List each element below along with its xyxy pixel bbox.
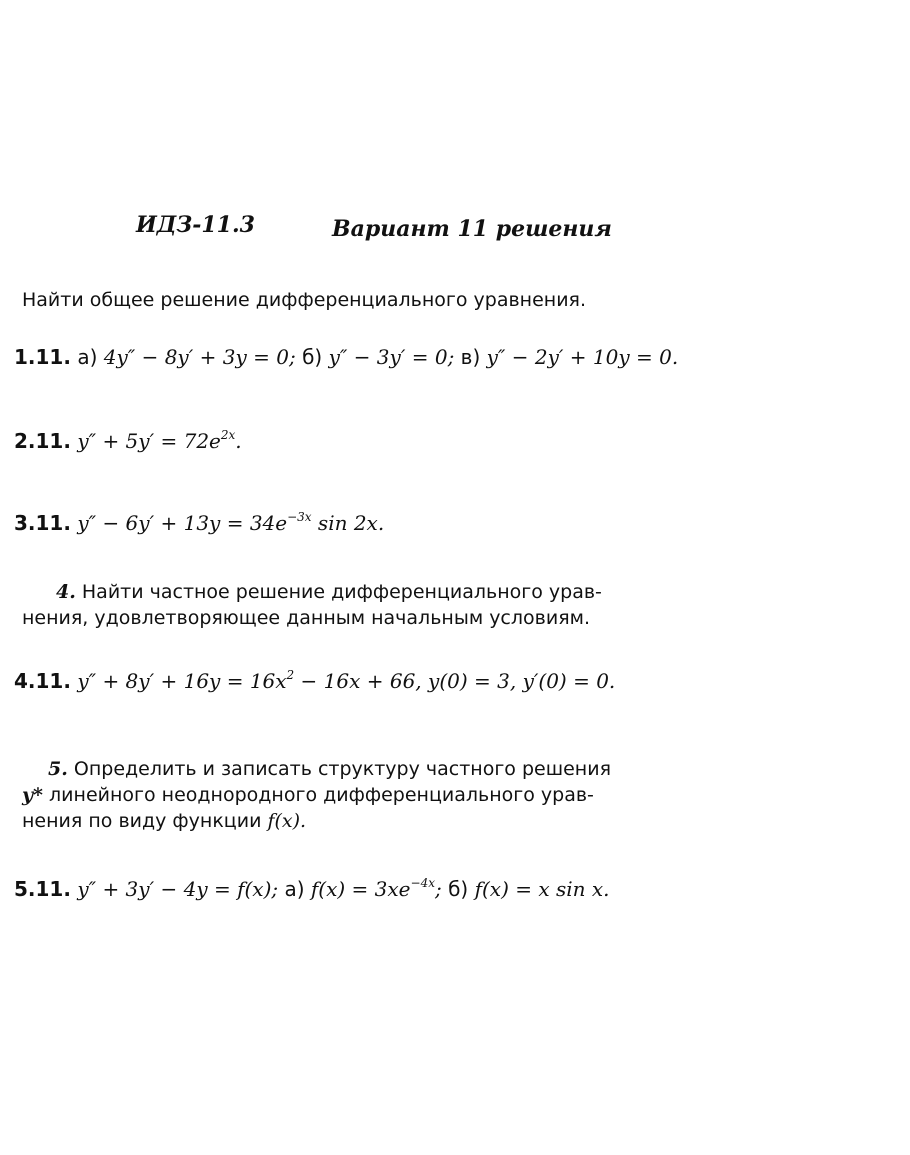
equation (77, 429, 241, 453)
equation-a-base: f(x) = 3xe (310, 877, 411, 901)
equation-a-tail: ; (434, 877, 442, 901)
equation-part-b: − 16x + 66, y(0) = 3, y′(0) = 0. (294, 669, 616, 693)
part-a-label: а) (284, 877, 305, 901)
instruction-line-3 (22, 808, 611, 834)
instruction-structure (22, 756, 611, 834)
instruction-line-1 (56, 579, 602, 605)
problem-number: 1.11. (14, 345, 71, 369)
exponent: 2 (286, 668, 295, 682)
instruction-general-text: Найти общее решение дифференциального уравнения. (22, 289, 587, 311)
exponent: −3x (287, 510, 312, 524)
equation-tail: . (235, 429, 242, 453)
equation-base: y″ + 5y′ = 72e (77, 429, 221, 453)
problem-2 (14, 428, 242, 453)
equation-b: y″ − 3y′ = 0; (328, 345, 455, 369)
part-c-label: в) (460, 345, 481, 369)
variant-label: Вариант 11 решения (332, 216, 612, 242)
problem-number: 2.11. (14, 429, 71, 453)
part-a-label: а) (77, 345, 98, 369)
instruction-text-1: Определить и записать структуру частного решения (73, 758, 611, 780)
equation-c: y″ − 2y′ + 10y = 0. (486, 345, 679, 369)
equation-part-a: y″ + 8y′ + 16y = 16x (77, 669, 287, 693)
problem-1 (14, 345, 678, 369)
instruction-text-2: линейного неоднородного дифференциального урав- (49, 784, 594, 806)
part-b-label: б) (302, 345, 323, 369)
equation-tail: sin 2x. (311, 511, 385, 535)
problem-number: 5.11. (14, 877, 71, 901)
instruction-text-1: Найти частное решение дифференциального урав- (81, 581, 602, 603)
equation-b: f(x) = x sin x. (474, 877, 610, 901)
instruction-particular (22, 579, 602, 631)
equation-a (311, 877, 442, 901)
part-b-label: б) (448, 877, 469, 901)
instruction-general (22, 287, 586, 313)
problem-5 (14, 876, 610, 901)
section-number: 4. (56, 581, 76, 603)
problem-4 (14, 668, 615, 693)
fx-symbol: f(x). (267, 810, 307, 832)
equation-a: 4y″ − 8y′ + 3y = 0; (103, 345, 296, 369)
problem-number: 4.11. (14, 669, 71, 693)
problem-3 (14, 510, 384, 535)
exponent: −4x (410, 876, 435, 890)
problem-number: 3.11. (14, 511, 71, 535)
idz-label: ИДЗ-11.3 (136, 212, 255, 238)
header (136, 212, 836, 248)
instruction-line-2: нения, удовлетворяющее данным начальным условиям. (22, 607, 590, 629)
equation-base: y″ − 6y′ + 13y = 34e (77, 511, 288, 535)
instruction-line-2 (22, 782, 611, 808)
section-number: 5. (48, 758, 68, 780)
equation-main: y″ + 3y′ − 4y = f(x); (77, 877, 279, 901)
equation (77, 511, 384, 535)
equation (77, 669, 615, 693)
instruction-line-1 (48, 756, 611, 782)
instruction-text-3: нения по виду функции (22, 810, 262, 832)
y-star-symbol: y* (22, 784, 43, 806)
exponent: 2x (220, 428, 236, 442)
